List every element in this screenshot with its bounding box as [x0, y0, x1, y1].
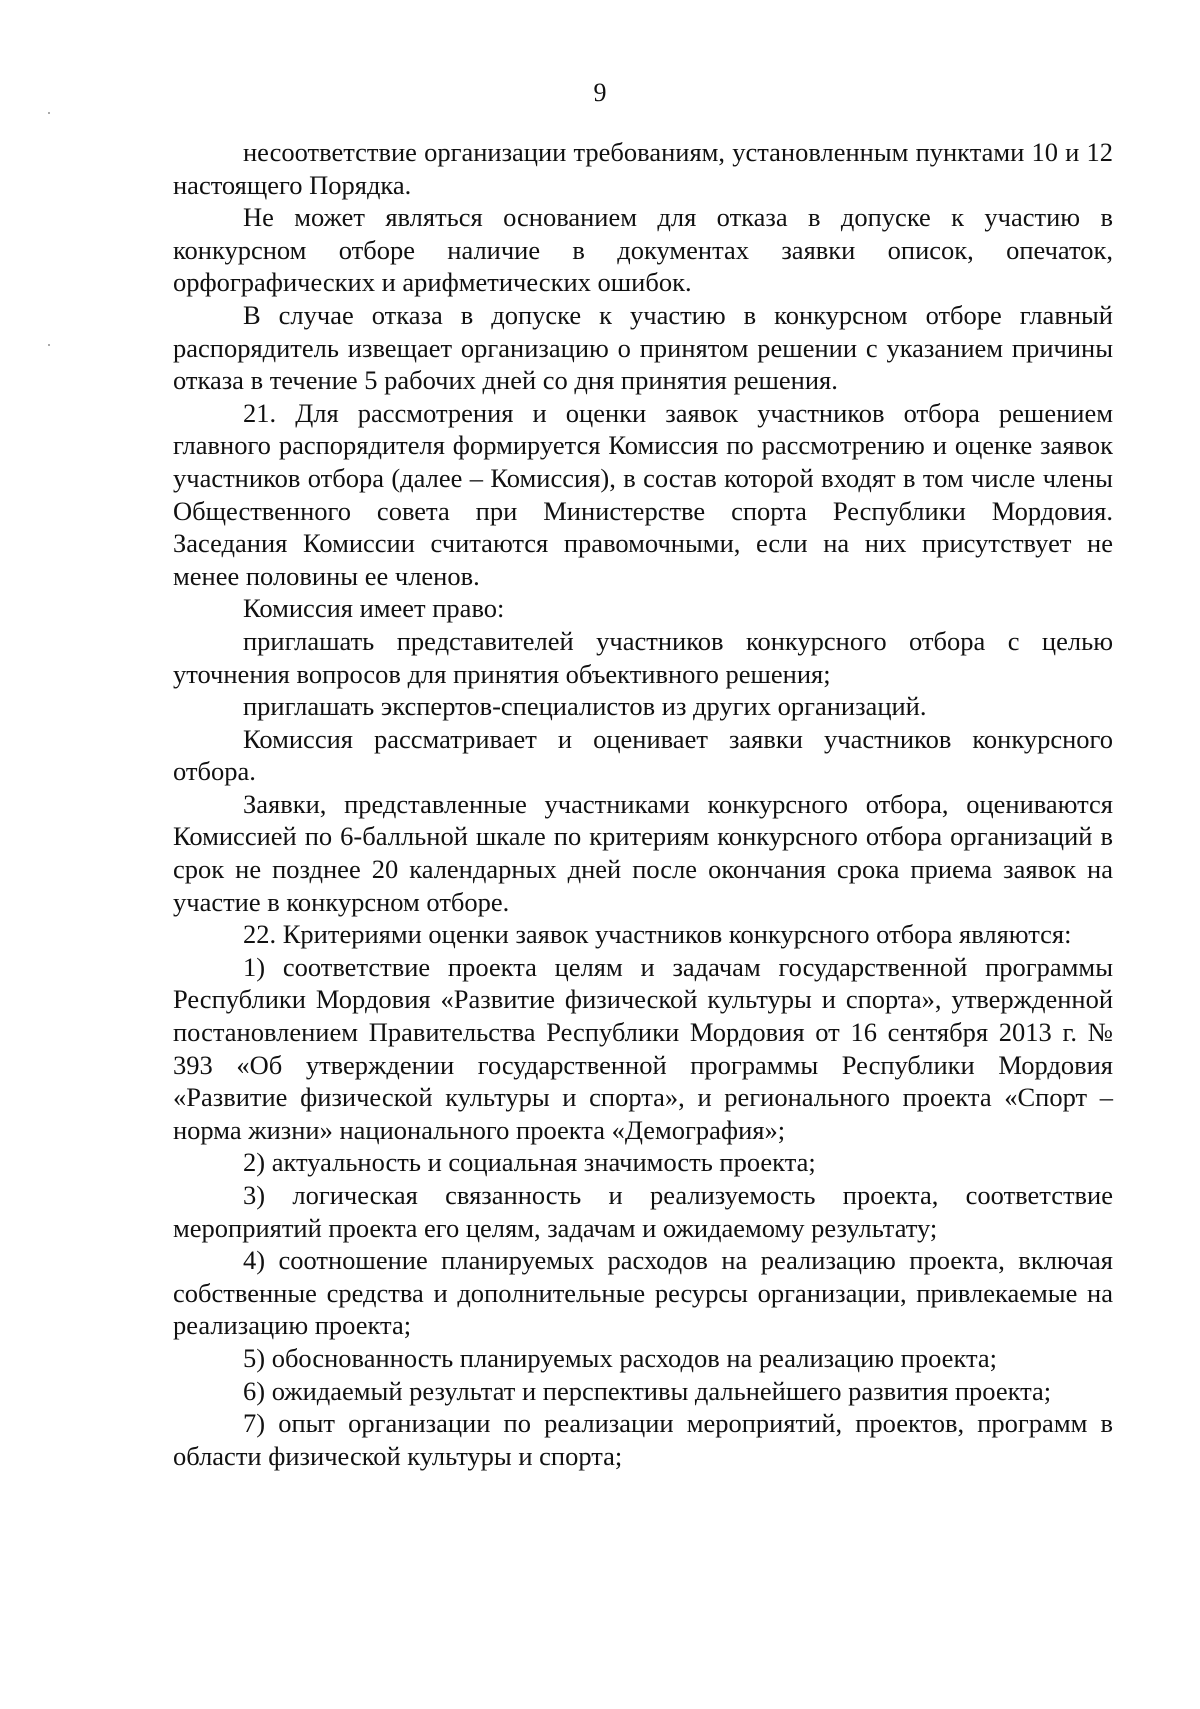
- paragraph: Заявки, представленные участниками конкурсного отбора, оцениваются Комиссией по 6-балльной шкале по критериям конкурсного отбора организаций в срок не позднее 20 календарных дней после окончания срока приема заявок на участие в конкурсном отборе.: [173, 788, 1113, 917]
- paragraph: Комиссия рассматривает и оценивает заявки участников конкурсного отбора.: [173, 723, 1113, 787]
- paragraph: 5) обоснованность планируемых расходов на реализацию проекта;: [243, 1342, 997, 1373]
- paragraph: 21. Для рассмотрения и оценки заявок участников отбора решением главного распорядителя формируется Комиссия по рассмотрению и оценке заявок участников отбора (далее – Комиссия), в состав которой входят в том числе члены Общественного совета при Министерстве спорта Республики Мордовия. Заседания Комиссии считаются правомочными, если на них присутствует не менее половины ее членов.: [173, 397, 1113, 591]
- paragraph: 4) соотношение планируемых расходов на реализацию проекта, включая собственные средства и дополнительные ресурсы организации, привлекаемые на реализацию проекта;: [173, 1245, 1113, 1341]
- paragraph: приглашать представителей участников конкурсного отбора с целью уточнения вопросов для принятия объективного решения;: [173, 625, 1113, 689]
- page-number: 9: [593, 78, 607, 107]
- scan-mark: [48, 344, 50, 346]
- paragraph: В случае отказа в допуске к участию в конкурсном отборе главный распорядитель извещает организацию о принятом решении с указанием причины отказа в течение 5 рабочих дней со дня принятия решения.: [173, 299, 1113, 396]
- paragraph: 6) ожидаемый результат и перспективы дальнейшего развития проекта;: [243, 1375, 1052, 1406]
- paragraph: 3) логическая связанность и реализуемость проекта, соответствие мероприятий проекта его целям, задачам и ожидаемому результату;: [173, 1180, 1113, 1243]
- paragraph: приглашать экспертов-специалистов из других организаций.: [243, 691, 927, 722]
- paragraph: 22. Критериями оценки заявок участников конкурсного отбора являются:: [243, 919, 1072, 950]
- paragraph: несоответствие организации требованиям, установленным пунктами 10 и 12 настоящего Порядка.: [173, 137, 1113, 200]
- paragraph: Комиссия имеет право:: [243, 593, 505, 624]
- paragraph: Не может являться основанием для отказа в допуске к участию в конкурсном отборе наличие в документах заявки описок, опечаток, орфографических и арифметических ошибок.: [173, 202, 1113, 298]
- paragraph: 7) опыт организации по реализации мероприятий, проектов, программ в области физической культуры и спорта;: [173, 1408, 1113, 1471]
- scan-mark: [48, 112, 50, 114]
- paragraph: 2) актуальность и социальная значимость проекта;: [243, 1147, 816, 1178]
- paragraph: 1) соответствие проекта целям и задачам государственной программы Республики Мордовия «Развитие физической культуры и спорта», утвержденной постановлением Правительства Республики Мордовия от 16 сентября 2013 г. № 393 «Об утверждении государственной программы Республики Мордовия «Развитие физической культуры и спорта», и регионального проекта «Спорт – норма жизни» национального проекта «Демография»;: [173, 951, 1113, 1145]
- document-body: [173, 136, 1113, 1472]
